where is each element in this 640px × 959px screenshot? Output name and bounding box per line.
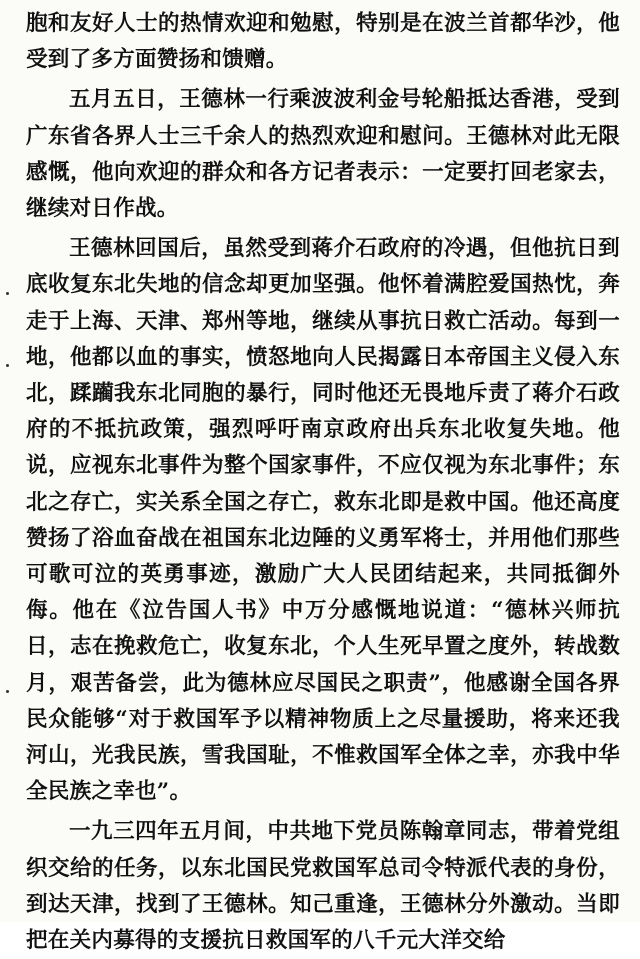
paragraph-4: 一九三四年五月间，中共地下党员陈翰章同志，带着党组织交给的任务，以东北国民党救国军总司令特派代表的身份，到达天津，找到了王德林。知己重逢，王德林分外激动。当即把在关内募得的支援抗日救国军的八千元大洋交给 <box>26 819 620 954</box>
paragraph-2: 五月五日，王德林一行乘波波利金号轮船抵达香港，受到广东省各界人士三千余人的热烈欢迎和慰问。王德林对此无限感慨，他向欢迎的群众和各方记者表示：一定要打回老家去，继续对日作战。 <box>26 87 620 222</box>
margin-mark <box>6 690 9 693</box>
margin-mark <box>6 364 9 367</box>
margin-mark <box>6 292 9 295</box>
paragraph-1: 胞和友好人士的热情欢迎和勉慰，特别是在波兰首都华沙，他受到了多方面赞扬和馈赠。 <box>26 11 620 73</box>
paragraph-3: 王德林回国后，虽然受到蒋介石政府的冷遇，但他抗日到底收复东北失地的信念却更加坚强。他怀着满腔爱国热忱，奔走于上海、天津、郑州等地，继续从事抗日救亡活动。每到一地，他都以血的事实，愤怒地向人民揭露日本帝国主义侵入东北，蹂躏我东北同胞的暴行，同时他还无畏地斥责了蒋介石政府的不抵抗政策，强烈呼吁南京政府出兵东北收复失地。他说，应视东北事件为整个国家事件，不应仅视为东北事件；东北之存亡，实关系全国之存亡，救东北即是救中国。他还高度赞扬了浴血奋战在祖国东北边陲的义勇军将士，并用他们那些可歌可泣的英勇事迹，激励广大人民团结起来，共同抵御外侮。他在《泣告国人书》中万分感慨地说道：“德林兴师抗日，志在挽救危亡，收复东北，个人生死早置之度外，转战数月，艰苦备尝，此为德林应尽国民之职责”，他感谢全国各界民众能够“对于救国军予以精神物质上之尽量援助，将来还我河山，光我民族，雪我国耻，不惟救国军全体之幸，亦我中华全民族之幸也”。 <box>26 236 620 805</box>
